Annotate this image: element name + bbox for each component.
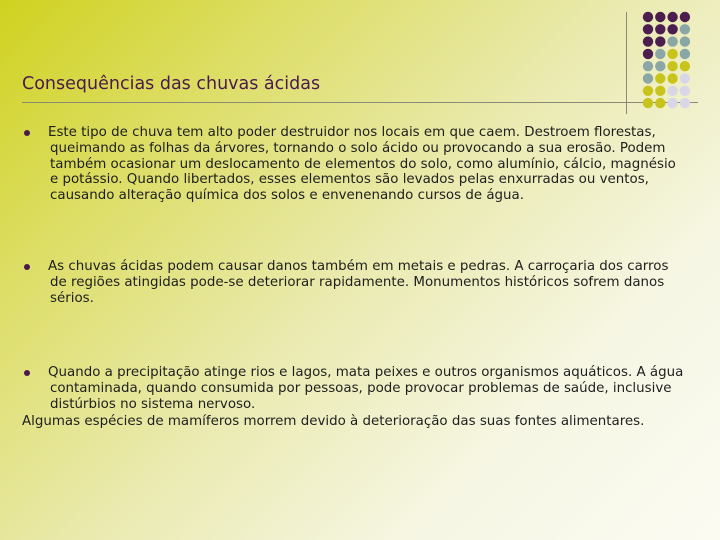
decorative-dot — [655, 49, 665, 59]
bullet-icon — [24, 130, 30, 136]
vertical-rule — [626, 12, 627, 114]
decorative-dot — [655, 86, 665, 96]
decorative-dot — [643, 49, 653, 59]
bullet-icon — [24, 264, 30, 270]
decorative-dot — [680, 36, 690, 46]
trailing-paragraph: Algumas espécies de mamíferos morrem devido à deterioração das suas fontes alimentares. — [22, 414, 645, 429]
decorative-dot — [655, 36, 665, 46]
decorative-dot — [680, 86, 690, 96]
bullet-text: As chuvas ácidas podem causar danos também em metais e pedras. A carroçaria dos carros de regiões atingidas pode-se deteriorar rapidamente. Monumentos históricos sofrem danos sérios. — [48, 259, 669, 306]
decorative-dot — [667, 49, 677, 59]
decorative-dot — [643, 12, 653, 22]
decorative-dot — [667, 24, 677, 34]
decorative-dot — [680, 49, 690, 59]
decorative-dot — [643, 61, 653, 71]
title-underline — [22, 102, 698, 103]
decorative-dot — [667, 12, 677, 22]
slide-title: Consequências das chuvas ácidas — [22, 74, 321, 94]
decorative-dot — [667, 36, 677, 46]
decorative-dot — [643, 24, 653, 34]
decorative-dot — [680, 12, 690, 22]
decorative-dot — [667, 98, 677, 108]
decorative-dot — [655, 98, 665, 108]
bullet-item — [22, 125, 686, 204]
bullet-item — [22, 365, 686, 412]
decorative-dot — [643, 98, 653, 108]
decorative-dot — [680, 24, 690, 34]
decorative-dot — [680, 98, 690, 108]
decorative-dot — [655, 73, 665, 83]
decorative-dot-grid — [640, 10, 716, 110]
decorative-dot — [655, 12, 665, 22]
bullet-text: Quando a precipitação atinge rios e lagos, mata peixes e outros organismos aquáticos. A água contaminada, quando consumida por pessoas, pode provocar problemas de saúde, inclusive distúrbios no sistema nervoso. — [48, 365, 684, 412]
decorative-dot — [643, 86, 653, 96]
decorative-dot — [667, 86, 677, 96]
decorative-dot — [655, 61, 665, 71]
bullet-icon — [24, 370, 30, 376]
decorative-dot — [643, 73, 653, 83]
decorative-dot — [680, 61, 690, 71]
decorative-dot — [655, 24, 665, 34]
decorative-dot — [643, 36, 653, 46]
decorative-dot — [667, 61, 677, 71]
decorative-dot — [667, 73, 677, 83]
decorative-dot — [680, 73, 690, 83]
bullet-item — [22, 259, 686, 306]
bullet-text: Este tipo de chuva tem alto poder destruidor nos locais em que caem. Destroem florestas, queimando as folhas da árvores, tornando o solo ácido ou provocando a sua erosão. Podem também ocasionar um deslocamento de elementos do solo, como alumínio, cálcio, magnésio e potássio. Quando libertados, esses elementos são levados pelas enxurradas ou ventos, causando alteração química dos solos e envenenando cursos de água. — [48, 125, 676, 204]
